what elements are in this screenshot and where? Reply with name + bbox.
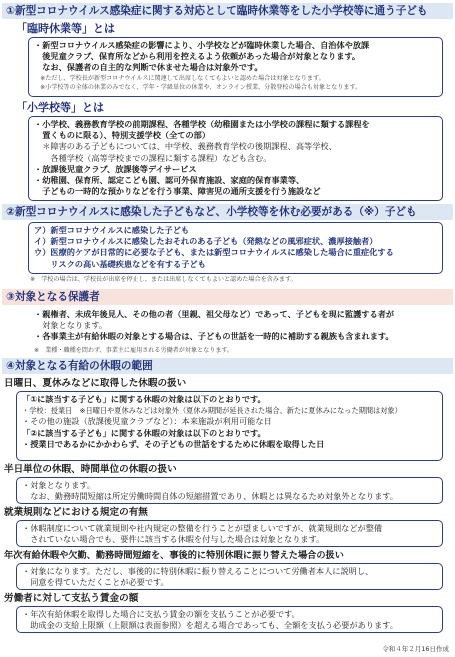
halfday-box	[16, 477, 443, 504]
school-definition-box	[28, 116, 443, 201]
sick-line-2: イ）新型コロナウイルスに感染したおそれのある子ども（発熱などの風邪症状、濃厚接触者）	[34, 236, 378, 247]
guardian-line-3: ・各事業主が有給休暇の対象とする場合は、子どもの世話を一時的に補助する親族も含まれます。	[34, 331, 394, 342]
guardian-line-2: 対象となります。	[34, 320, 108, 331]
guardian-line-1: ・親権者、未成年後見人、その他の者（里親、祖父母など）であって、子どもを現に監護する者が	[34, 309, 395, 319]
temporary-closure-title: 「臨時休業等」とは	[16, 22, 115, 35]
closure-note-2: ※小学校等の全体の休業のみでなく、学年・学級単位の休業や、オンライン授業、分散登校の場合も対象となります。	[34, 83, 362, 91]
guardian-note: ※ 業種・職種を問わず、事業主に雇用される労働者が対象となります。	[34, 347, 234, 354]
holiday-box	[16, 391, 443, 461]
section-3-heading: ③対象となる保護者	[2, 289, 453, 305]
rules-category-title: 就業規則などにおける規定の有無	[4, 507, 148, 518]
wage-category-title: 労働者に対して支払う賃金の額	[4, 593, 139, 604]
retroactive-line-1: ・対象になります。ただし、事後的に特別休暇に振り替えることについて労働者本人に説明し、	[22, 566, 374, 576]
closure-line-2: 後児童クラブ、保育所などから利用を控えるよう依頼があった場合が対象となります。	[34, 51, 361, 62]
halfday-category-title: 半日単位の休暇、時間単位の休暇の扱い	[4, 464, 177, 475]
sick-line-1: ア）新型コロナウイルスに感染した子ども	[34, 225, 190, 235]
holiday-line-5: ・授業日であるかにかかわらず、その子どもの世話をするために休暇を取得した日	[22, 438, 325, 449]
section-4-heading: ④対象となる有給の休暇の範囲	[2, 358, 453, 374]
holiday-category-title: 日曜日、夏休みなどに取得した休暇の扱い	[4, 378, 187, 389]
creation-date: 令和４年２月16日作成	[382, 645, 449, 653]
school-line-2: 置くものに限る）、特別支援学校（全ての部）	[34, 130, 211, 141]
rules-box	[16, 520, 443, 547]
school-line-3: ＊障害のある子どもについては、中学校、義務教育学校の後期課程、高等学校、	[34, 141, 337, 152]
wage-line-2: 助成金の支給上限額（上限額は表面参照）を超える場合であっても、全額を支払う必要があります。	[22, 620, 398, 631]
temporary-closure-box	[28, 37, 443, 97]
closure-line-1: ・新型コロナウイルス感染症の影響により、小学校などが臨時休業した場合、自治体や放課	[34, 40, 370, 50]
school-line-5: ・放課後児童クラブ、放課後等デイサービス	[34, 163, 197, 174]
school-line-1: ・小学校、義務教育学校の前期課程、各種学校（幼稚園または小学校の課程に類する課程を	[34, 119, 370, 129]
sick-note: ※ 学校の場合は、学校長が出席を停止し、または出席しなくてもよいと認めた場合を含みます。	[30, 276, 297, 283]
retroactive-category-title: 年次有給休暇や欠勤、勤務時間短縮を、事後的に特別休暇に振り替えた場合の扱い	[4, 550, 344, 561]
guardian-block	[34, 309, 446, 345]
sick-child-box	[28, 222, 443, 274]
rules-line-2: されていない場合でも、要件に該当する休暇を付与した場合は対象となります。	[22, 534, 325, 545]
holiday-line-1: 「①に該当する子ども」に関する休暇の対象は以下のとおりです。	[22, 394, 266, 404]
section-2-heading: ②新型コロナウイルスに感染した子どもなど、小学校等を休む必要がある（※）子ども	[2, 204, 453, 220]
section-1-heading: ①新型コロナウイルス感染症に関する対応として臨時休業等をした小学校等に通う子ども	[2, 3, 453, 19]
halfday-line-1: ・対象となります。	[22, 480, 96, 490]
retroactive-line-2: 同意を得ていただくことが必要です。	[22, 577, 169, 588]
halfday-line-2: なお、勤務時間短縮は所定労働時間自体の短縮措置であり、休暇とは異なるため対象外となります。	[22, 491, 398, 502]
wage-box	[16, 606, 443, 633]
school-line-4: 各種学校（高等学校までの課程に類する課程）なども含む。	[34, 152, 272, 163]
closure-note-1: ※ただし、学校長が新型コロナウイルスに関連して出席しなくてもよいと認めた場合は対象となります。	[34, 74, 325, 82]
school-line-6: ・幼稚園、保育所、認定こども園、認可外保育施設、家庭的保育事業等、	[34, 175, 305, 186]
sick-line-4: リスクの高い基礎疾患などを有する子ども	[34, 258, 206, 269]
closure-line-3: なお、保護者の自主的な判断で休ませた場合は対象外です。	[34, 62, 263, 73]
retroactive-box	[16, 563, 443, 590]
school-definition-title: 「小学校等」とは	[16, 101, 104, 114]
rules-line-1: ・休暇制度について就業規則や社内規定の整備を行うことが望ましいですが、就業規則などが整備	[22, 523, 383, 533]
holiday-line-3: ・その他の施設（放課後児童クラブなど）：本来施設が利用可能な日	[22, 416, 272, 427]
holiday-line-4: 「②に該当する子ども」に関する休暇の対象は以下のとおりです。	[22, 427, 266, 438]
wage-line-1: ・年次有給休暇を取得した場合に支払う賃金の額を支払うことが必要です。	[22, 609, 300, 619]
holiday-line-2: ・学校：授業日 ※日曜日や夏休みなどは対象外（夏休み期間が延長された場合、新たに夏休みになった期間は対象）	[22, 406, 402, 416]
school-line-7: 子どもの一時的な預かりなどを行う事業、障害児の通所支援を行う施設など	[34, 186, 321, 197]
sick-line-3: ウ）医療的ケアが日常的に必要な子ども、または新型コロナウイルスに感染した場合に重症化する	[34, 247, 394, 258]
